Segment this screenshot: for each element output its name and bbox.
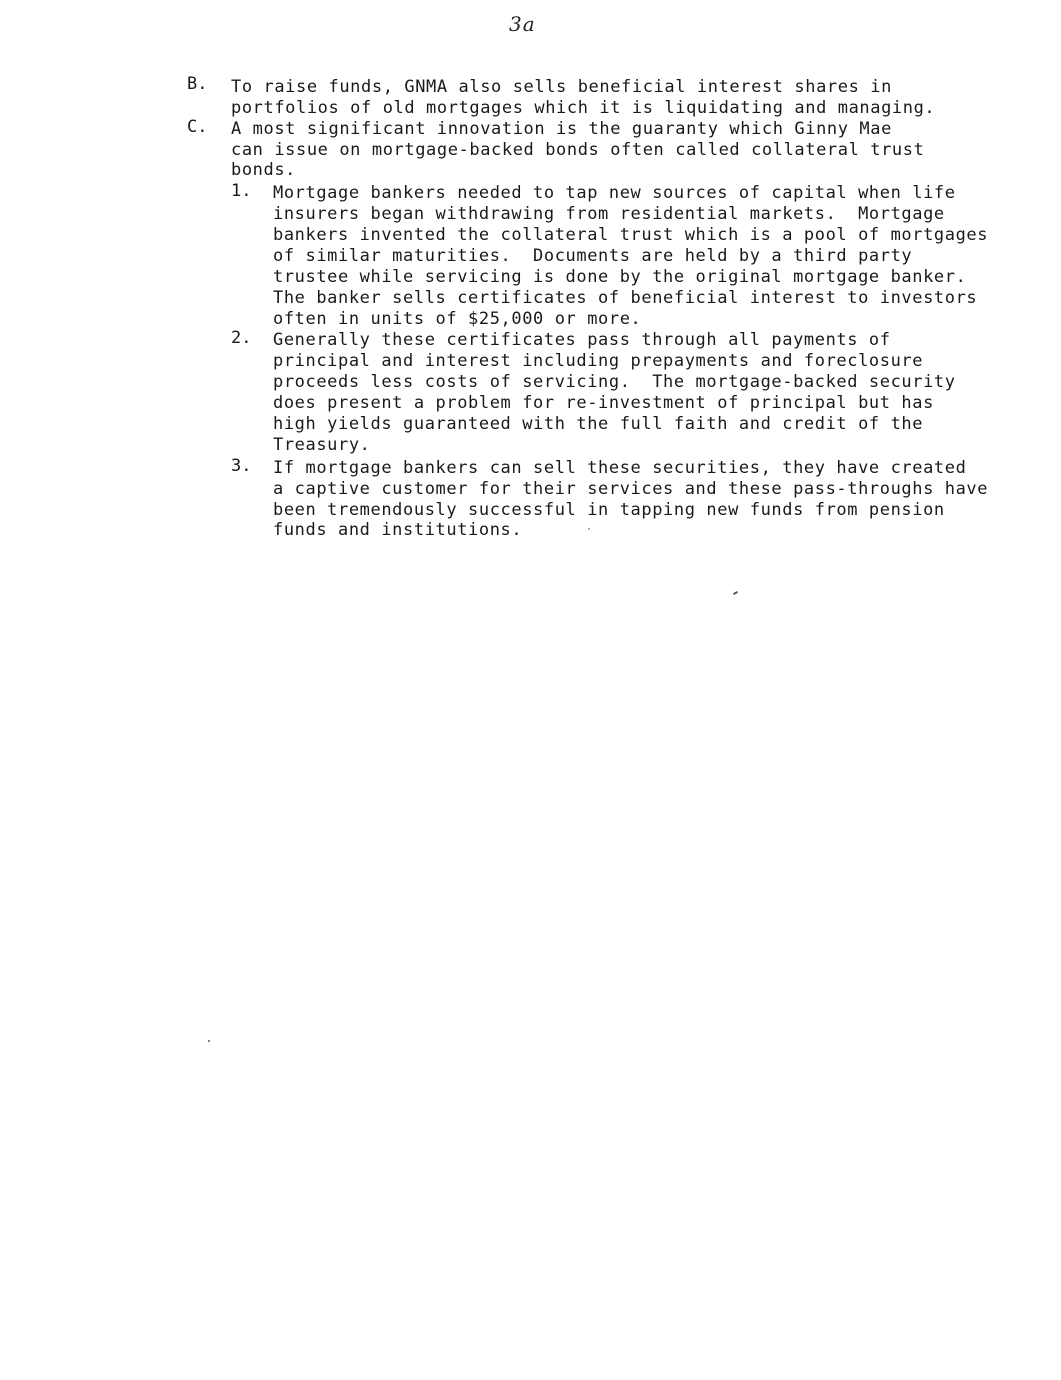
sub-item-1-line: Mortgage bankers needed to tap new sources of capital when life	[273, 183, 956, 203]
scan-speck	[208, 1040, 210, 1042]
sub-item-2-line: proceeds less costs of servicing. The mortgage-backed security	[273, 372, 956, 392]
sub-item-3-line: funds and institutions.	[273, 520, 523, 540]
sub-item-3-line: If mortgage bankers can sell these securities, they have created	[273, 458, 967, 478]
sub-item-1-marker: 1.	[231, 181, 252, 201]
sub-item-1-line: of similar maturities. Documents are held by a third party	[273, 246, 913, 266]
sub-item-2-line: does present a problem for re-investment of principal but has	[273, 393, 934, 413]
sub-item-2-line: Generally these certificates pass through all payments of	[273, 330, 891, 350]
item-b-line: To raise funds, GNMA also sells beneficial interest shares in	[231, 77, 892, 97]
sub-item-2-line: high yields guaranteed with the full faith and credit of the	[273, 414, 924, 434]
item-b-line: portfolios of old mortgages which it is liquidating and managing.	[231, 98, 936, 118]
item-b-marker: B.	[187, 74, 208, 94]
scan-speck	[588, 528, 590, 530]
sub-item-1-line: trustee while servicing is done by the original mortgage banker.	[273, 267, 967, 287]
sub-item-3-line: been tremendously successful in tapping new funds from pension	[273, 500, 945, 520]
scan-speck	[733, 591, 738, 595]
sub-item-1-line: bankers invented the collateral trust which is a pool of mortgages	[273, 225, 989, 245]
sub-item-1-line: insurers began withdrawing from residential markets. Mortgage	[273, 204, 945, 224]
item-c-line: can issue on mortgage-backed bonds often called collateral trust	[231, 140, 925, 160]
sub-item-2-line: principal and interest including prepayments and foreclosure	[273, 351, 924, 371]
item-c-line: bonds.	[231, 160, 297, 180]
item-c-marker: C.	[187, 117, 208, 137]
sub-item-3-line: a captive customer for their services and these pass-throughs have	[273, 479, 989, 499]
sub-item-2-marker: 2.	[231, 328, 252, 348]
page-number: 3a	[509, 12, 536, 36]
sub-item-3-marker: 3.	[231, 456, 252, 476]
sub-item-1-line: The banker sells certificates of beneficial interest to investors	[273, 288, 978, 308]
sub-item-2-line: Treasury.	[273, 435, 371, 455]
sub-item-1-line: often in units of $25,000 or more.	[273, 309, 642, 329]
item-c-line: A most significant innovation is the guaranty which Ginny Mae	[231, 119, 892, 139]
